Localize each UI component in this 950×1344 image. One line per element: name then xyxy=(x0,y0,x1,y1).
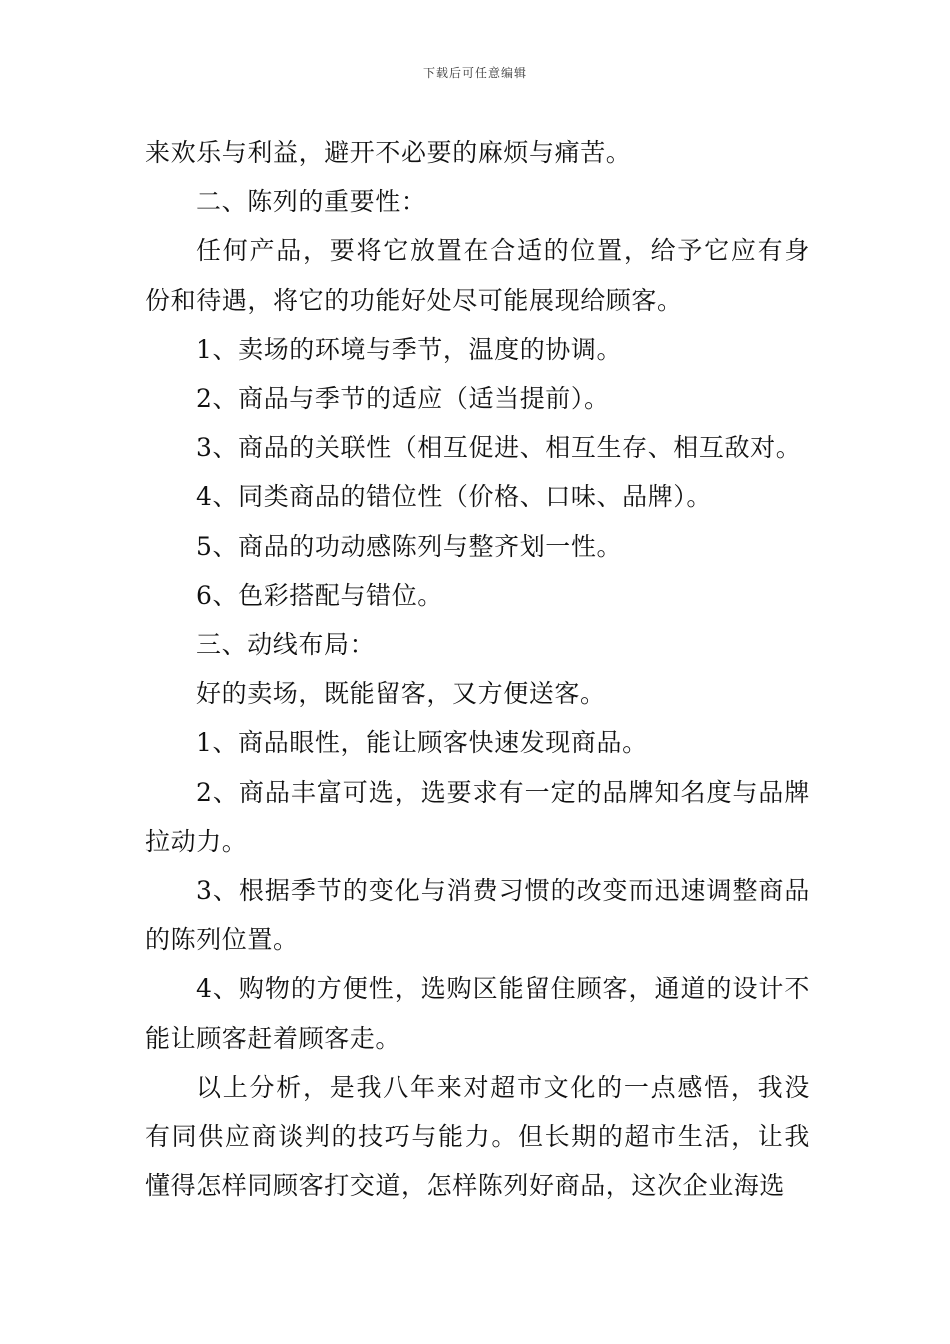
list-item: 6、色彩搭配与错位。 xyxy=(196,580,443,610)
list-item: 2、商品与季节的适应（适当提前）。 xyxy=(196,384,610,414)
list-item: 2、商品丰富可选，选要求有一定的品牌知名度与品牌拉动力。 xyxy=(145,777,810,856)
document-body xyxy=(145,128,810,1210)
list-item: 3、商品的关联性（相互促进、相互生存、相互敌对。 xyxy=(196,433,802,463)
header-note: 下载后可任意编辑 xyxy=(422,66,527,80)
list-item: 1、卖场的环境与季节，温度的协调。 xyxy=(196,334,623,364)
section-heading-traffic-layout: 三、动线布局： xyxy=(196,630,376,660)
section-heading-display-importance: 二、陈列的重要性： xyxy=(196,187,427,217)
list-item: 4、购物的方便性，选购区能留住顾客，通道的设计不能让顾客赶着顾客走。 xyxy=(145,974,810,1053)
list-item: 3、根据季节的变化与消费习惯的改变而迅速调整商品的陈列位置。 xyxy=(145,876,810,955)
list-item: 1、商品眼性，能让顾客快速发现商品。 xyxy=(196,728,648,758)
list-item: 4、同类商品的错位性（价格、口味、品牌）。 xyxy=(196,482,713,512)
paragraph-conclusion: 以上分析，是我八年来对超市文化的一点感悟，我没有同供应商谈判的技巧与能力。但长期的超市生活，让我懂得怎样同顾客打交道，怎样陈列好商品，这次企业海选 xyxy=(145,1072,810,1201)
paragraph: 好的卖场，既能留客，又方便送客。 xyxy=(196,679,606,709)
paragraph: 任何产品，要将它放置在合适的位置，给予它应有身份和待遇，将它的功能好处尽可能展现给顾客。 xyxy=(145,236,810,315)
paragraph-continuation: 来欢乐与利益，避开不必要的麻烦与痛苦。 xyxy=(145,138,632,167)
list-item: 5、商品的功动感陈列与整齐划一性。 xyxy=(196,531,623,561)
